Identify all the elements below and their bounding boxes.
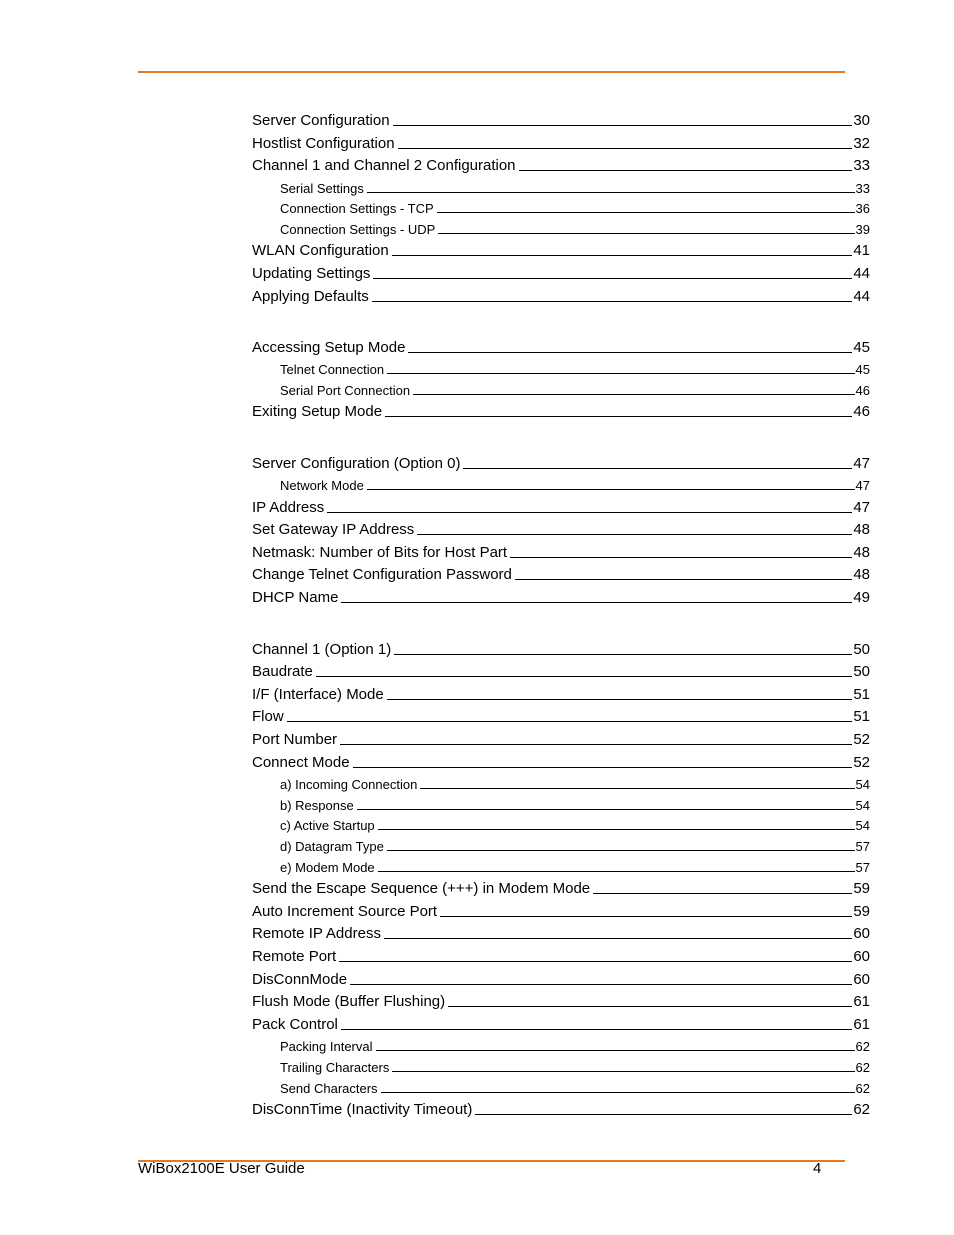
toc-leader-line bbox=[420, 787, 854, 789]
toc-leader-line bbox=[387, 372, 854, 374]
toc-entry-title: a) Incoming Connection bbox=[280, 777, 418, 792]
toc-entry-title: Accessing Setup Mode bbox=[252, 339, 406, 356]
toc-entry-page: 62 bbox=[853, 1101, 870, 1118]
toc-entry[interactable] bbox=[252, 500, 870, 515]
toc-leader-line bbox=[367, 488, 855, 490]
toc-entry-page: 54 bbox=[855, 818, 870, 833]
toc-leader-line bbox=[367, 191, 855, 193]
toc-subentry[interactable] bbox=[280, 202, 870, 215]
toc-leader-line bbox=[398, 147, 853, 149]
toc-leader-line bbox=[393, 124, 853, 126]
toc-entry-page: 62 bbox=[855, 1060, 870, 1075]
toc-leader-line bbox=[448, 1005, 852, 1007]
footer-document-title: WiBox2100E User Guide bbox=[138, 1160, 305, 1177]
toc-entry-page: 57 bbox=[855, 860, 870, 875]
toc-entry-page: 39 bbox=[855, 222, 870, 237]
toc-leader-line bbox=[376, 1049, 855, 1051]
toc-entry-page: 45 bbox=[855, 362, 870, 377]
toc-entry-page: 33 bbox=[855, 181, 870, 196]
toc-entry-title: Auto Increment Source Port bbox=[252, 903, 438, 920]
toc-leader-line bbox=[387, 849, 855, 851]
toc-entry[interactable] bbox=[252, 158, 870, 173]
toc-leader-line bbox=[385, 415, 852, 417]
toc-subentry[interactable] bbox=[280, 861, 870, 874]
toc-entry[interactable] bbox=[252, 340, 870, 355]
toc-entry-title: Connection Settings - UDP bbox=[280, 222, 436, 237]
toc-entry-page: 59 bbox=[853, 880, 870, 897]
toc-entry-page: 62 bbox=[855, 1039, 870, 1054]
toc-entry[interactable] bbox=[252, 136, 870, 151]
toc-leader-line bbox=[392, 254, 853, 256]
toc-subentry[interactable] bbox=[280, 479, 870, 492]
toc-subentry[interactable] bbox=[280, 840, 870, 853]
toc-entry[interactable] bbox=[252, 113, 870, 128]
toc-entry[interactable] bbox=[252, 994, 870, 1009]
toc-entry-title: Send the Escape Sequence (+++) in Modem Mode bbox=[252, 880, 591, 897]
toc-leader-line bbox=[515, 578, 852, 580]
toc-leader-line bbox=[378, 870, 855, 872]
toc-entry-page: 46 bbox=[853, 403, 870, 420]
toc-entry-title: b) Response bbox=[280, 798, 354, 813]
toc-entry-title: Remote IP Address bbox=[252, 925, 381, 942]
toc-leader-line bbox=[327, 511, 852, 513]
toc-entry-title: Flush Mode (Buffer Flushing) bbox=[252, 993, 446, 1010]
toc-entry-page: 59 bbox=[853, 903, 870, 920]
toc-entry-page: 51 bbox=[853, 708, 870, 725]
toc-subentry[interactable] bbox=[280, 363, 870, 376]
toc-leader-line bbox=[440, 915, 852, 917]
toc-entry[interactable] bbox=[252, 881, 870, 896]
toc-entry[interactable] bbox=[252, 687, 870, 702]
toc-entry[interactable] bbox=[252, 590, 870, 605]
toc-entry[interactable] bbox=[252, 404, 870, 419]
toc-entry-page: 48 bbox=[853, 544, 870, 561]
toc-entry[interactable] bbox=[252, 642, 870, 657]
toc-subentry[interactable] bbox=[280, 799, 870, 812]
toc-entry-page: 54 bbox=[855, 798, 870, 813]
toc-leader-line bbox=[378, 828, 855, 830]
toc-leader-line bbox=[384, 937, 852, 939]
toc-entry-title: Flow bbox=[252, 708, 284, 725]
toc-leader-line bbox=[340, 743, 852, 745]
toc-leader-line bbox=[593, 892, 852, 894]
toc-entry-title: Connect Mode bbox=[252, 754, 350, 771]
toc-subentry[interactable] bbox=[280, 1040, 870, 1053]
toc-leader-line bbox=[519, 169, 853, 171]
toc-leader-line bbox=[510, 556, 852, 558]
toc-entry-page: 30 bbox=[853, 112, 870, 129]
toc-entry-title: I/F (Interface) Mode bbox=[252, 686, 384, 703]
toc-entry[interactable] bbox=[252, 243, 870, 258]
toc-entry-page: 54 bbox=[855, 777, 870, 792]
toc-entry[interactable] bbox=[252, 522, 870, 537]
toc-leader-line bbox=[381, 1091, 855, 1093]
toc-entry-title: Server Configuration (Option 0) bbox=[252, 455, 461, 472]
toc-entry[interactable] bbox=[252, 1102, 870, 1117]
toc-leader-line bbox=[357, 808, 855, 810]
toc-subentry[interactable] bbox=[280, 1082, 870, 1095]
toc-entry-page: 32 bbox=[853, 135, 870, 152]
toc-entry[interactable] bbox=[252, 904, 870, 919]
toc-leader-line bbox=[341, 1028, 852, 1030]
toc-entry-page: 52 bbox=[853, 754, 870, 771]
toc-entry-title: Send Characters bbox=[280, 1081, 378, 1096]
toc-entry-title: DisConnTime (Inactivity Timeout) bbox=[252, 1101, 473, 1118]
toc-leader-line bbox=[350, 983, 852, 985]
toc-leader-line bbox=[387, 698, 853, 700]
toc-entry[interactable] bbox=[252, 926, 870, 941]
header-rule bbox=[138, 71, 845, 73]
toc-entry-page: 60 bbox=[853, 925, 870, 942]
toc-entry[interactable] bbox=[252, 949, 870, 964]
toc-entry-page: 61 bbox=[853, 1016, 870, 1033]
toc-leader-line bbox=[438, 232, 854, 234]
toc-leader-line bbox=[353, 766, 853, 768]
toc-entry-page: 47 bbox=[855, 478, 870, 493]
toc-entry-title: Connection Settings - TCP bbox=[280, 201, 434, 216]
toc-entry-page: 60 bbox=[853, 948, 870, 965]
toc-entry[interactable] bbox=[252, 755, 870, 770]
toc-entry-page: 46 bbox=[855, 383, 870, 398]
toc-entry-page: 49 bbox=[853, 589, 870, 606]
toc-entry-title: d) Datagram Type bbox=[280, 839, 384, 854]
toc-entry-page: 44 bbox=[853, 265, 870, 282]
toc-entry[interactable] bbox=[252, 709, 870, 724]
toc-leader-line bbox=[408, 351, 852, 353]
toc-entry[interactable] bbox=[252, 664, 870, 679]
toc-subentry[interactable] bbox=[280, 1061, 870, 1074]
toc-subentry[interactable] bbox=[280, 223, 870, 236]
toc-entry-page: 60 bbox=[853, 971, 870, 988]
toc-entry-page: 41 bbox=[853, 242, 870, 259]
toc-entry[interactable] bbox=[252, 567, 870, 582]
toc-entry-title: Set Gateway IP Address bbox=[252, 521, 415, 538]
toc-entry-title: c) Active Startup bbox=[280, 818, 375, 833]
toc-leader-line bbox=[316, 675, 852, 677]
toc-entry-page: 45 bbox=[853, 339, 870, 356]
toc-entry-title: Remote Port bbox=[252, 948, 337, 965]
toc-leader-line bbox=[341, 601, 852, 603]
toc-entry-page: 51 bbox=[853, 686, 870, 703]
toc-entry-page: 48 bbox=[853, 566, 870, 583]
toc-entry[interactable] bbox=[252, 266, 870, 281]
toc-leader-line bbox=[463, 467, 852, 469]
toc-subentry[interactable] bbox=[280, 819, 870, 832]
toc-entry-title: Channel 1 (Option 1) bbox=[252, 641, 392, 658]
toc-entry-title: Telnet Connection bbox=[280, 362, 385, 377]
toc-entry-title: Netmask: Number of Bits for Host Part bbox=[252, 544, 508, 561]
toc-subentry[interactable] bbox=[280, 778, 870, 791]
toc-entry-page: 47 bbox=[853, 455, 870, 472]
toc-entry-title: Trailing Characters bbox=[280, 1060, 390, 1075]
toc-entry-title: WLAN Configuration bbox=[252, 242, 389, 259]
toc-entry-page: 50 bbox=[853, 663, 870, 680]
toc-entry-title: Server Configuration bbox=[252, 112, 390, 129]
toc-leader-line bbox=[437, 211, 855, 213]
toc-entry-title: Exiting Setup Mode bbox=[252, 403, 383, 420]
toc-entry[interactable] bbox=[252, 545, 870, 560]
toc-subentry[interactable] bbox=[280, 384, 870, 397]
toc-entry-page: 33 bbox=[853, 157, 870, 174]
toc-entry-page: 62 bbox=[855, 1081, 870, 1096]
toc-entry-title: e) Modem Mode bbox=[280, 860, 375, 875]
toc-entry-page: 57 bbox=[855, 839, 870, 854]
toc-entry-page: 50 bbox=[853, 641, 870, 658]
toc-entry[interactable] bbox=[252, 1017, 870, 1032]
toc-entry[interactable] bbox=[252, 732, 870, 747]
toc-entry-title: Serial Port Connection bbox=[280, 383, 411, 398]
toc-entry-page: 61 bbox=[853, 993, 870, 1010]
toc-leader-line bbox=[287, 720, 853, 722]
toc-leader-line bbox=[392, 1070, 854, 1072]
toc-entry-title: Baudrate bbox=[252, 663, 313, 680]
toc-leader-line bbox=[394, 653, 852, 655]
toc-entry-title: Updating Settings bbox=[252, 265, 371, 282]
toc-leader-line bbox=[372, 300, 853, 302]
toc-subentry[interactable] bbox=[280, 182, 870, 195]
toc-leader-line bbox=[417, 533, 852, 535]
toc-leader-line bbox=[339, 960, 852, 962]
toc-entry-title: Hostlist Configuration bbox=[252, 135, 395, 152]
footer-page-number: 4 bbox=[813, 1160, 822, 1177]
toc-entry-title: Applying Defaults bbox=[252, 288, 369, 305]
toc-entry-title: IP Address bbox=[252, 499, 325, 516]
toc-leader-line bbox=[413, 393, 854, 395]
toc-entry-page: 52 bbox=[853, 731, 870, 748]
toc-entry-page: 44 bbox=[853, 288, 870, 305]
toc-entry-title: Packing Interval bbox=[280, 1039, 373, 1054]
toc-entry-title: Port Number bbox=[252, 731, 338, 748]
toc-entry-title: Channel 1 and Channel 2 Configuration bbox=[252, 157, 516, 174]
toc-entry-title: Change Telnet Configuration Password bbox=[252, 566, 512, 583]
toc-entry-title: Serial Settings bbox=[280, 181, 364, 196]
toc-entry-page: 48 bbox=[853, 521, 870, 538]
toc-leader-line bbox=[475, 1113, 852, 1115]
toc-entry-title: DHCP Name bbox=[252, 589, 339, 606]
toc-entry[interactable] bbox=[252, 456, 870, 471]
toc-entry-title: DisConnMode bbox=[252, 971, 348, 988]
toc-leader-line bbox=[373, 277, 852, 279]
toc-entry[interactable] bbox=[252, 289, 870, 304]
toc-entry[interactable] bbox=[252, 972, 870, 987]
toc-entry-page: 36 bbox=[855, 201, 870, 216]
toc-entry-title: Network Mode bbox=[280, 478, 364, 493]
toc-entry-page: 47 bbox=[853, 499, 870, 516]
toc-entry-title: Pack Control bbox=[252, 1016, 338, 1033]
